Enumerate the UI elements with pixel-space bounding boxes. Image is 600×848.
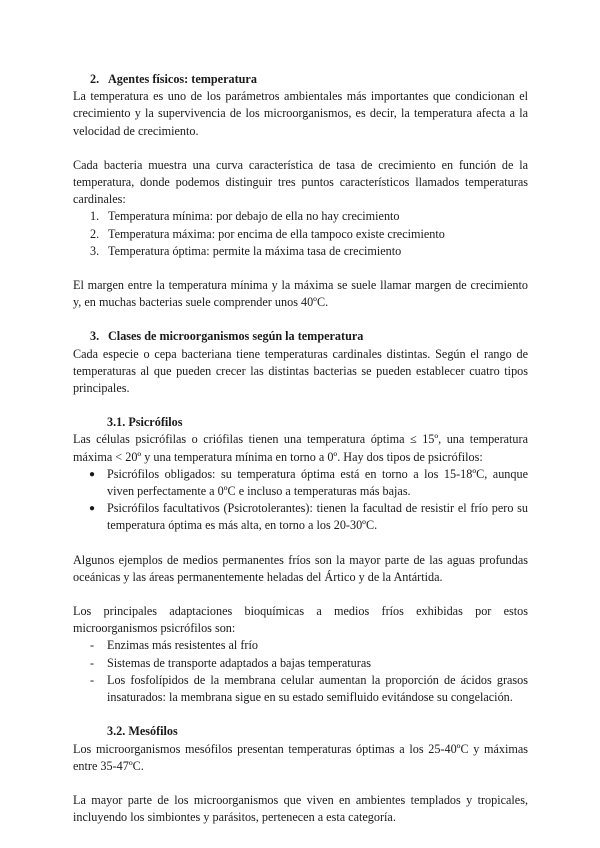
s32-paragraph-1: Los microorganismos mesófilos presentan temperaturas óptimas a los 25-40ºC y máximas entre 35-47ºC. bbox=[73, 741, 528, 773]
bullet-icon: ● bbox=[89, 503, 96, 515]
list-item: - Sistemas de transporte adaptados a bajas temperaturas bbox=[90, 655, 371, 670]
adaptations-list bbox=[73, 637, 528, 706]
s31-paragraph-3: Los principales adaptaciones bioquímicas a medios fríos exhibidas por estos microorganismos psicrófilos son: bbox=[73, 604, 528, 636]
s2-paragraph-1: La temperatura es uno de los parámetros ambientales más importantes que condicionan el crecimiento y la supervivencia de los microorganismos, es decir, la temperatura afecta a la velocidad de crecimiento. bbox=[73, 89, 528, 138]
psychrophile-types-list bbox=[73, 466, 528, 535]
cardinal-temperatures-list bbox=[73, 208, 528, 260]
list-item: - Enzimas más resistentes al frío bbox=[90, 638, 258, 653]
s31-paragraph-1: Las células psicrófilas o criófilas tienen una temperatura óptima ≤ 15º, una temperatura máxima < 20º y una temperatura mínima en torno a 0º. Hay dos tipos de psicrófilos: bbox=[73, 432, 528, 464]
list-item: 1. Temperatura mínima: por debajo de ella no hay crecimiento bbox=[90, 209, 400, 224]
s31-paragraph-2: Algunos ejemplos de medios permanentes fríos son la mayor parte de las aguas profundas oceánicas y las áreas permanentemente heladas del Ártico y de la Antártida. bbox=[73, 552, 528, 584]
list-item: ● Psicrófilos facultativos (Psicrotolerantes): tienen la facultad de resistir el frío pero su temperatura óptima es más alta, en torno a los 20-30ºC. bbox=[89, 501, 528, 533]
section-3-heading: 3. Clases de microorganismos según la temperatura bbox=[90, 329, 364, 344]
list-item: - Los fosfolípidos de la membrana celular aumentan la proporción de ácidos grasos insaturados: la membrana sigue en su estado semifluido evitándose su congelación. bbox=[90, 672, 528, 705]
s2-paragraph-2: Cada bacteria muestra una curva característica de tasa de crecimiento en función de la temperatura, donde podemos distinguir tres puntos característicos llamados temperaturas cardinales: bbox=[73, 157, 528, 207]
section-3-2-heading: 3.2. Mesófilos bbox=[107, 724, 178, 739]
list-item: 2. Temperatura máxima: por encima de ella tampoco existe crecimiento bbox=[90, 226, 445, 241]
list-item: ● Psicrófilos obligados: su temperatura óptima está en torno a los 15-18ºC, aunque viven perfectamente a 0ºC e incluso a temperaturas más bajas. bbox=[89, 466, 528, 499]
s32-paragraph-2: La mayor parte de los microorganismos que viven en ambientes templados y tropicales, incluyendo los simbiontes y parásitos, pertenecen a esta categoría. bbox=[73, 792, 528, 825]
section-3-1-heading: 3.1. Psicrófilos bbox=[107, 415, 183, 430]
bullet-icon: ● bbox=[89, 468, 96, 480]
section-2-heading: 2. Agentes físicos: temperatura bbox=[90, 72, 257, 86]
s2-paragraph-3: El margen entre la temperatura mínima y la máxima se suele llamar margen de crecimiento y, en muchas bacterias suele comprender unos 40ºC. bbox=[73, 278, 528, 310]
s3-paragraph-1: Cada especie o cepa bacteriana tiene temperaturas cardinales distintas. Según el rango de temperaturas al que pueden crecer las distintas bacterias se pueden establecer cuatro tipos principales. bbox=[73, 346, 528, 396]
list-item: 3. Temperatura óptima: permite la máxima tasa de crecimiento bbox=[90, 243, 402, 258]
